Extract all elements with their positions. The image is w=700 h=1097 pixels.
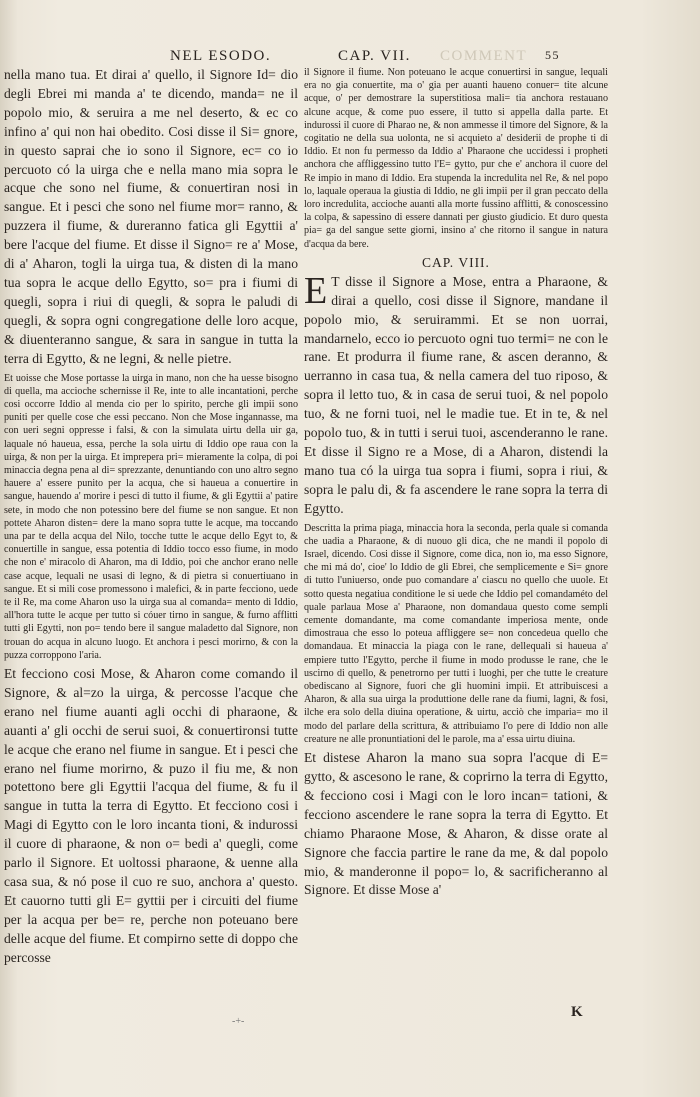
footer-mark: -+- [232,1016,245,1027]
commentary-gloss: Descritta la prima piaga, minaccia hora la seconda, perla quale si comanda che uadia a Pharaone, & di nuouo gli dica, che ne mandi il popolo di Israel, dicendo. Cosi disse il Signore, come dica, non io, ma esso Signore, che mi má do', cioe' lo Iddio de gli Ebrei, che semplicemente e Si= gnore di tutto l'uniuerso, onde puo comandare a' ciascu no quello che uuole. Et sotto questa negatiua conditione le si uede che Iddio pel comandaméto del quale parlaua Mose a' Pharaone, non domandaua questo come sempli cemente domandante, ma come comandante imperiosa mente, onde dimostraua che esso lo poteua affliggere se= non concedeua quello che domandaua. Et minaccia la piaga con le rane, dellequali si haueua a' empiere tutto l'Egytto, perche il fiume in modo produsse le rane, che le uscirno di quello, & penetrorno per tutti i luoghi, per che tutte le creature obediscano al Signore, fuori che gli huomini impii. Et attribuiscesi a Aharon, & alla sua uirga la produttione delle rane da fiumi, lagni, & fosi, ilche era solo della diuina operatione, & uirtu, acciò che imparia= mo il modo del parlare della scrittura, & attribuiamo l'o pere di Iddio non alle creature ne alle pronuntiationi del le parole, ma a' essa uirtu diuina. [304,522,608,745]
right-column [304,66,608,900]
left-column [4,66,298,967]
scripture-text: Et fecciono cosi Mose, & Aharon come comando il Signore, & al=zo la uirga, & percosse l'acque che erano nel fiume auanti agli occhi di pharaone, & auanti a' gli occhi de serui suoi, & conuertironsi tutte le acque che erano nel fiume in sangue. Et i pesci che erano nel fiume morirno, & puzo il fiu me, & non potettono bere gli Egyttii l'acqua del fiume, & fu il sangue in tutta la terra di Egytto. Et fecciono cosi i Magi di Egytto con le loro incanta tioni, & indurossi il cuore di pharaone, & non o= bedi a' quegli, come parlo il Signore. Et uoltossi pharaone, & uenne alla casa sua, & nó pose il cuo re suo, anchora a' questo. Et cauorno tutti gli E= gyttii per i circuiti del fiume per la acqua per be= re, perche non poteuano bere delle acque del fiume. Et compirno sette di doppo che percosse [4,665,298,965]
commentary-gloss: Et uoisse che Mose portasse la uirga in mano, non che ha uesse bisogno di quella, ma accioche schernisse il Re, inte to alle incantationi, perche cosi occorre Iddio al menda cio per lo spirito, perche gli impii sono puniti per quelle cose che essi peccano. Non che Mose ingannasse, ma con ueri segni oppresse i falsi, & con la simulata uirtu della uir ga, laquale nó haueua, essa, perche la sola uirtu di Iddio ope raua con la uirga, & non per la uirga. Et imprepera pri= mieramente la colpa, di poi minaccia degna pena al di= sprezzante, denuntiando con uno altro segno hauere a' essere punito per la acqua, che si haueua a conuertire in sangue, hauendo a' morire i pesci di tutto il fiume, & gli Egyttii a' patire sete, in modo che non potessino bere del fiume se non sangue. Et non pottete Aharon disten= dere la mano sopra tutte le acque, ma toccando una par te della acqua del Nilo, tocche tutte le acque dello Egyt to, & conuertille in sangue, essa potentia di Iddio tocco esso fiume, in modo che non e' miracolo di Aharon, ma di Iddio, poi che anchor erano nelle case acque, lequali ne usasi di legno, & di pietra si conuertiuano in sangue. Et si mili cose promessono i malefici, & in parte fecciono, uede te il Re, ma come Aharon uso la uirga sua al comanda= mento di Iddio, all'hora tutte le acque per tutto si cóuer tirno in sangue, & furno afflitti tutti gli Egytti, non po= tendo bere il sangue maladetto dal Signore, non trouan do acqua in alcuno luogo. Et anchora i pesci morirno, & con la puzza corroppono l'aria. [4,372,298,661]
running-title: NEL ESODO. [170,48,272,64]
running-header [0,44,700,68]
page-number: 55 [545,48,560,62]
scripture-text-body: T disse il Signore a Mose, entra a Pharaone, & dirai a quello, cosi disse il Signore, mandane il popolo mio, & seruirammi. Et se non uorrai, mandarnelo, ecco io percuoto ogni tuo termi= ne con le rane. Et produrra il fiume rane, & ascen deranno, & uerranno in casa tua, & nella camera del tuo riposo, & sopra il letto tuo, & in casa de serui tuoi, & nel popolo tuo, & ne forni tuoi, nel le madie tue. Et in te, & nel popolo tuo, & in tutti i serui tuoi, ascenderanno le rane. Et disse il Signo re a Mose, di a Aharon, distendi la mano tua có la uirga tua sopra i fiumi, sopra i riui, & sopra le palu di, & fa ascendere le rane sopra la terra di Egytto. [304,273,608,516]
chapter-heading: CAP. VIII. [422,254,490,270]
drop-cap: E [304,269,328,312]
bleed-through-text: COMMENT [440,48,528,64]
commentary-gloss: il Signore il fiume. Non poteuano le acque conuertirsi in sangue, lequali era no gia conuertite, ma o' gia per auanti haueno conuer= tite alcune acque, o' per demostrare la superstitiosa mali= tia anchora restauano alcune acque, & come puo essere, il tutto si appella dalla parte. Et indurossi il cuore di Pharao ne, & non ammesse il timore del Signore, & la cogitatio ne della sua uolonta, ne si acquieto a' desiderii de prophe ti di Iddio. Et non fu permesso da Iddio a' Pharaone che uccidessi i propheti anchora che affliggessino tutto l'E= gytto, pur che e' anchora il cuore del Re impio in mano di Iddio. Era stupenda la incredulita nel Re, & nel popo lo, laquale operaua la giustia di Iddio, ne gli impii per il gran peccato della loro incredulita, accioche auanti alla morte fussino afflitti, & conoscessino la colpa, & sapessino di essere dannati per giusto giudicio. Et duro questa pia= ga del sangue sette giorni, insino a' che ritorno il sangue in natura d'acqua da bere. [304,67,608,250]
signature-mark: K [571,1004,583,1020]
chapter-label: CAP. VII. [338,48,411,64]
scripture-text: nella mano tua. Et dirai a' quello, il Signore Id= dio degli Ebrei mi manda a' te dicendo, manda= ne il popolo mio, & seruira a me nel deserto, & ec co infino a' qui non hai obedito. Cosi disse il Si= gnore, in questo saprai che io sono il Signore, ec= co io percuoto có la uirga che e nella mano mia sopra le acque che sono nel fiume, & conuertiran nosi in sangue. Et i pesci che sono nel fiume mor= ranno, & puzzera il fiume, & dureranno fatica gli Egyttii a' bere l'acque del fiume. Et disse il Signo= re a' Mose, di a' Aharon, togli la uirga tua, & disten di la mano tua sopra le acque dello Egytto, so= pra i fiumi di quegli, sopra i riui di quegli, & sopra le paludi di quegli, & sopra ogni congregatione delle loro acque, & diuenteranno sangue, & sara in sangue in tutta la terra di Egytto, & ne legni, & nelle pietre. [4,67,298,366]
scripture-text: Et distese Aharon la mano sua sopra l'acque di E= gytto, & ascesono le rane, & coprirno la terra di Egytto, & fecciono cosi i Magi con le loro incan= tationi, & fecciono ascendere le rane sopra la terra di Egytto. Et chiamo Pharaone Mose, & Aharon, & disse orate al Signore che faccia partire le rane da me, & dal popolo mio, & manderonne il popo= lo, & sacrificheranno al Signore. Et disse Mose a' [304,750,608,898]
scripture-text [304,269,608,519]
